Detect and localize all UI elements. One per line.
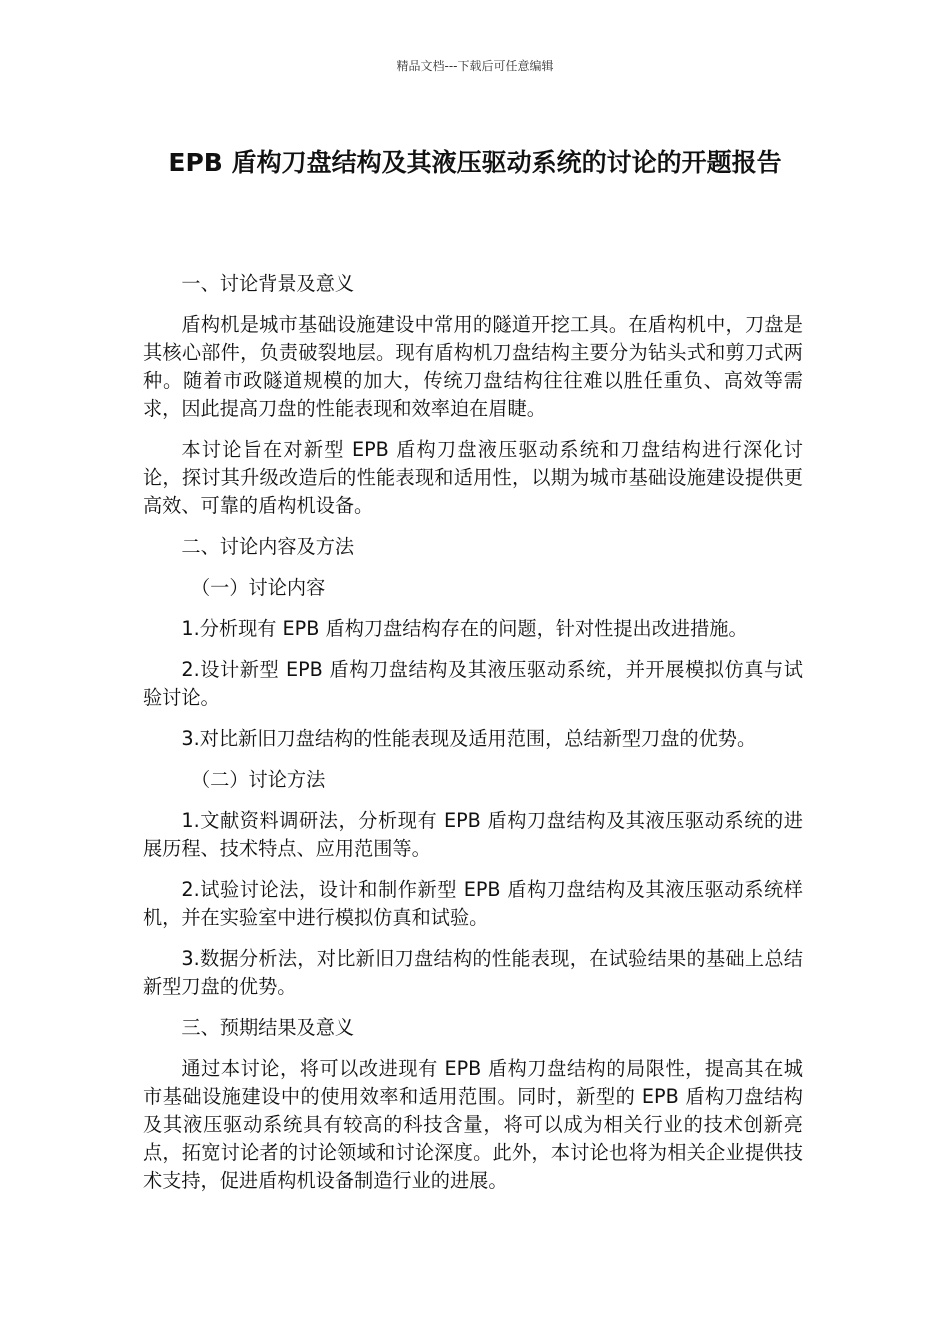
subheading-method: （二）讨论方法 — [191, 768, 326, 791]
content-item-2: 2.设计新型 EPB 盾构刀盘结构及其液压驱动系统，并开展模拟仿真与试验讨论。 — [143, 658, 803, 709]
subheading-content: （一）讨论内容 — [191, 576, 326, 599]
method-item-2: 2.试验讨论法，设计和制作新型 EPB 盾构刀盘结构及其液压驱动系统样机，并在实验室中进行模拟仿真和试验。 — [143, 878, 803, 929]
paragraph-background-1: 盾构机是城市基础设施建设中常用的隧道开挖工具。在盾构机中，刀盘是其核心部件，负责破裂地层。现有盾构机刀盘结构主要分为钻头式和剪刀式两种。随着市政隧道规模的加大，传统刀盘结构往往难以胜任重负、高效等需求，因此提高刀盘的性能表现和效率迫在眉睫。 — [143, 313, 803, 420]
method-item-1: 1.文献资料调研法，分析现有 EPB 盾构刀盘结构及其液压驱动系统的进展历程、技术特点、应用范围等。 — [143, 809, 803, 860]
section-heading-background: 一、讨论背景及意义 — [181, 272, 355, 295]
paragraph-background-2: 本讨论旨在对新型 EPB 盾构刀盘液压驱动系统和刀盘结构进行深化讨论，探讨其升级改造后的性能表现和适用性，以期为城市基础设施建设提供更高效、可靠的盾构机设备。 — [143, 438, 803, 517]
section-heading-content-method: 二、讨论内容及方法 — [181, 535, 355, 558]
document-body — [143, 270, 803, 1208]
method-item-3: 3.数据分析法，对比新旧刀盘结构的性能表现，在试验结果的基础上总结新型刀盘的优势。 — [143, 947, 803, 998]
document-title: EPB 盾构刀盘结构及其液压驱动系统的讨论的开题报告 — [168, 148, 782, 177]
paragraph-expected-results: 通过本讨论，将可以改进现有 EPB 盾构刀盘结构的局限性，提高其在城市基础设施建设中的使用效率和适用范围。同时，新型的 EPB 盾构刀盘结构及其液压驱动系统具有较高的科技含量，将可以成为相关行业的技术创新亮点，拓宽讨论者的讨论领域和讨论深度。此外，本讨论也将为相关企业提供技术支持，促进盾构机设备制造行业的进展。 — [143, 1057, 803, 1192]
section-heading-expected-results: 三、预期结果及意义 — [181, 1016, 355, 1039]
content-item-1: 1.分析现有 EPB 盾构刀盘结构存在的问题，针对性提出改进措施。 — [181, 617, 748, 640]
content-item-3: 3.对比新旧刀盘结构的性能表现及适用范围，总结新型刀盘的优势。 — [181, 727, 757, 750]
page-header-note: 精品文档---下载后可任意编辑 — [396, 59, 554, 73]
